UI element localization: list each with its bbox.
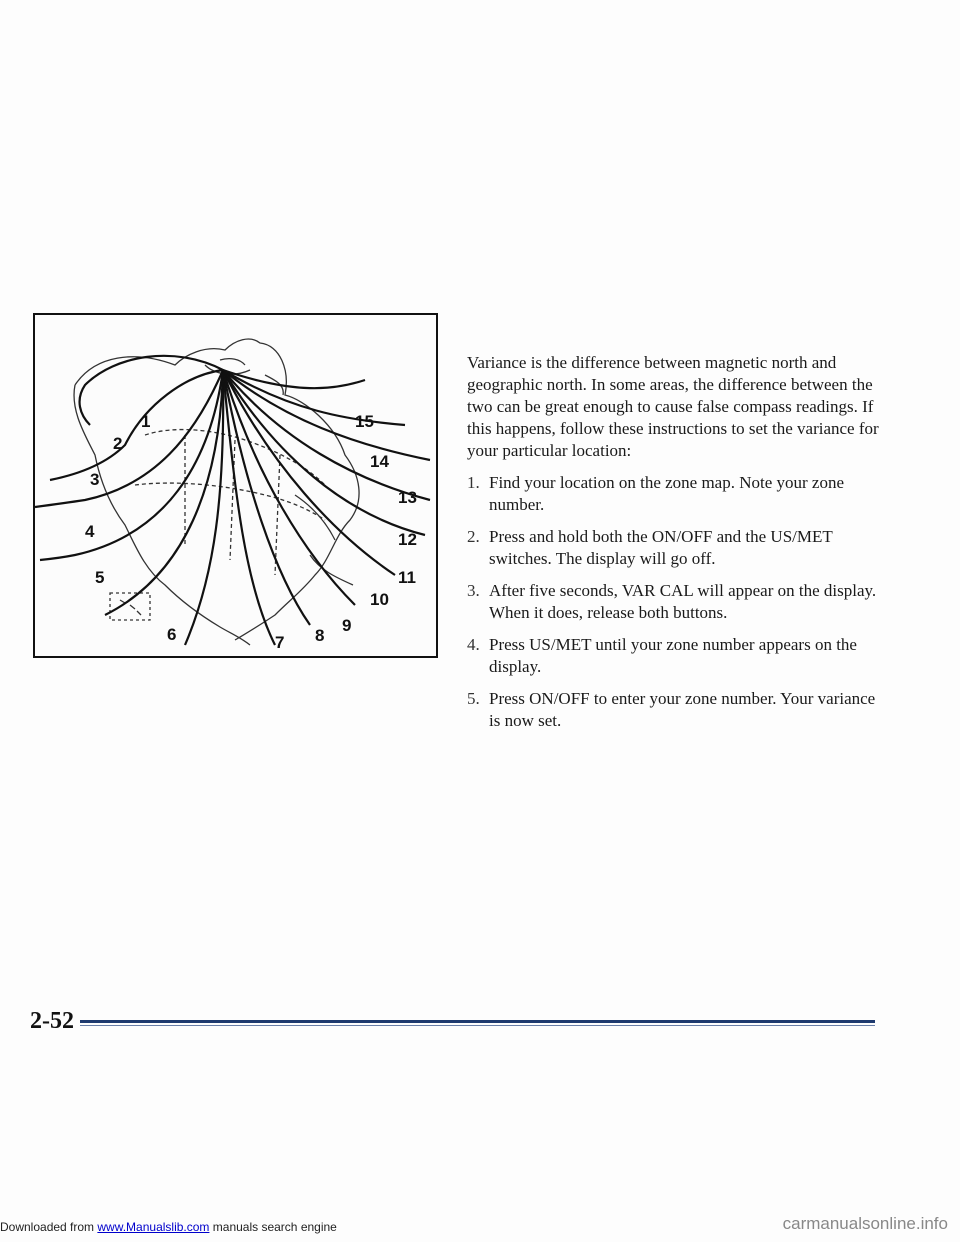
step-number: 1. xyxy=(467,473,480,492)
watermark: carmanualsonline.info xyxy=(782,1214,948,1233)
zone-label-5: 5 xyxy=(95,568,105,587)
zone-label-10: 10 xyxy=(370,590,389,609)
zone-label-6: 6 xyxy=(167,625,177,644)
zone-label-3: 3 xyxy=(90,470,100,489)
step-number: 4. xyxy=(467,635,480,654)
footer-rule xyxy=(80,1020,875,1023)
list-item xyxy=(467,634,887,678)
source-suffix: manuals search engine xyxy=(209,1220,337,1234)
step-number: 2. xyxy=(467,527,480,546)
zone-label-4: 4 xyxy=(85,522,95,541)
zone-label-7: 7 xyxy=(275,633,285,652)
steps-list xyxy=(467,472,887,732)
zone-label-13: 13 xyxy=(398,488,417,507)
list-item xyxy=(467,472,887,516)
list-item xyxy=(467,526,887,570)
step-text: Press and hold both the ON/OFF and the US/MET switches. The display will go off. xyxy=(489,527,833,568)
step-text: Press US/MET until your zone number appears on the display. xyxy=(489,635,857,676)
step-number: 3. xyxy=(467,581,480,600)
step-text: Press ON/OFF to enter your zone number. Your variance is now set. xyxy=(489,689,876,730)
zone-map-illustration xyxy=(35,315,436,656)
zone-label-15: 15 xyxy=(355,412,374,431)
zone-label-2: 2 xyxy=(113,434,123,453)
zone-label-9: 9 xyxy=(342,616,352,635)
step-number: 5. xyxy=(467,689,480,708)
page-number: 2-52 xyxy=(30,1008,74,1034)
zone-label-12: 12 xyxy=(398,530,417,549)
zone-label-8: 8 xyxy=(315,626,325,645)
footer-rule-thin xyxy=(80,1025,875,1026)
list-item xyxy=(467,688,887,732)
source-prefix: Downloaded from xyxy=(0,1220,98,1234)
compass-zone-map xyxy=(33,313,438,658)
manualslib-link[interactable]: www.Manualslib.com xyxy=(97,1220,210,1234)
zone-label-1: 1 xyxy=(141,412,151,431)
variance-instructions xyxy=(467,352,887,742)
step-text: Find your location on the zone map. Note your zone number. xyxy=(489,473,845,514)
zone-label-11: 11 xyxy=(398,568,416,587)
step-text: After five seconds, VAR CAL will appear on the display. When it does, release both buttons. xyxy=(489,581,877,622)
list-item xyxy=(467,580,887,624)
download-source-line xyxy=(0,1220,337,1234)
zone-label-14: 14 xyxy=(370,452,389,471)
intro-paragraph: Variance is the difference between magnetic north and geographic north. In some areas, the difference between the two can be great enough to cause false compass readings. If this happens, follow these instructions to set the variance for your particular location: xyxy=(467,353,879,460)
